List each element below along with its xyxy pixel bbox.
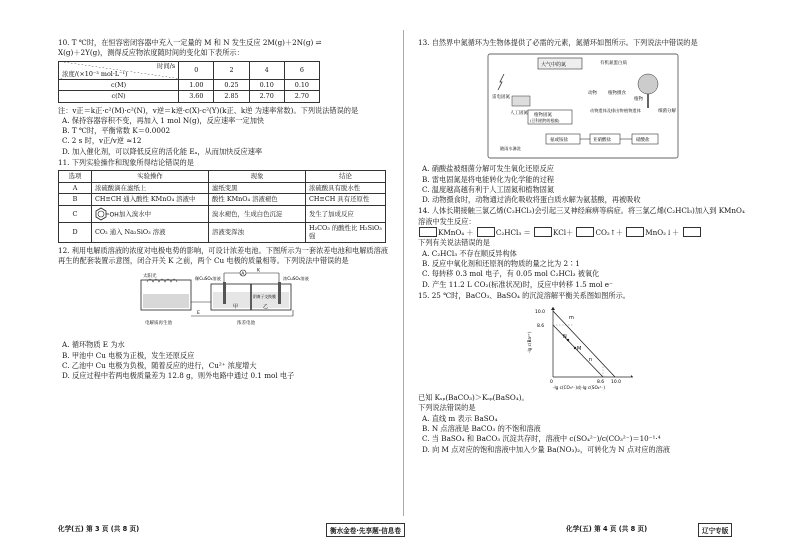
q10-option-c: C. 2 s 时，v正/v逆 ≈12 xyxy=(62,136,142,146)
q12-option-c: C. 乙池中 Cu 电极为负极，随着反应的进行，Cu²⁺ 浓度增大 xyxy=(62,361,257,371)
equation-blank[interactable] xyxy=(477,227,495,237)
animal-waste-label: 动物遗体及排出物 xyxy=(590,108,624,114)
footer-left-page: 化学(五) 第 3 页 (共 8 页) xyxy=(58,525,140,533)
label-m: m xyxy=(569,315,574,322)
q11-header-conclusion: 结论 xyxy=(306,171,386,183)
regeneration-pool-label: 电解质再生池 xyxy=(145,321,172,327)
q11-row-operation xyxy=(92,205,209,222)
label-M: M xyxy=(577,346,582,353)
atmospheric-nitrogen-label: 大气中的氮 xyxy=(541,62,567,69)
membrane-label: 阴离子交换膜 xyxy=(253,294,276,300)
cell-jia-label: 甲 xyxy=(233,304,239,311)
ammonia-label: 氨或铵盐 xyxy=(550,138,568,144)
equation-part: C₂HCl₃ ＝ xyxy=(495,228,531,238)
q10-cell: 1.00 xyxy=(179,79,214,91)
q11-row-conclusion: 发生了加成反应 xyxy=(306,205,386,222)
q11-header-operation: 实验操作 xyxy=(92,171,209,183)
q15-stem: 15. 25 ℃时，BaCO₃、BaSO₄ 的沉淀溶解平衡关系图如图所示。 xyxy=(418,290,630,300)
equation-blank[interactable] xyxy=(534,227,552,237)
equation-blank[interactable] xyxy=(576,227,594,237)
q10-note: 注：v正＝k正·c²(M)·c²(N)，v逆＝k逆·c(X)·c²(Y)(k正、k逆 为速率常数)。下列说法错误的是 xyxy=(58,105,359,115)
column-divider xyxy=(403,30,404,516)
rain-label: 随雨水淋洗 xyxy=(500,146,521,152)
q15-option-c: C. 当 BaSO₄ 和 BaCO₃ 沉淀共存时，溶液中 c(SO₄²⁻)/c(CO₃²⁻)＝10⁻¹·⁴ xyxy=(422,434,661,444)
q13-option-d: D. 动物摄食时，动物通过消化吸收将蛋白质水解为氨基酸，再被吸收 xyxy=(422,195,641,205)
origin-label: 0 xyxy=(550,380,553,386)
q10-option-a: A. 保持容器容积不变，再加入 1 mol N(g)，反应速率一定加快 xyxy=(62,115,265,125)
line-m xyxy=(553,311,615,377)
q15-option-a: A. 直线 m 表示 BaSO₄ xyxy=(422,413,498,423)
lightning-icon xyxy=(498,74,504,90)
equation-part: MnO₂↓＋ xyxy=(645,228,680,238)
x-tick-8-6: 8.6 xyxy=(597,380,605,386)
q11-row-phenomenon: 溶液变浑浊 xyxy=(209,222,306,242)
q11-row-option: A xyxy=(59,182,92,194)
equation-part: KMnO₄ ＋ xyxy=(438,228,474,238)
protein-label: 有机氮蛋白质 xyxy=(600,61,627,67)
question-15 xyxy=(418,291,748,455)
question-11 xyxy=(58,158,388,243)
table-row xyxy=(59,91,320,103)
q11-header-phenomenon: 现象 xyxy=(209,171,306,183)
concentrated-solution-label: 浓CuSO₄溶液 xyxy=(283,276,309,282)
q10-time-6: 6 xyxy=(284,61,319,79)
table-row xyxy=(59,182,386,194)
q10-table-corner xyxy=(59,61,179,79)
nitrate-label: 硝酸盐 xyxy=(636,138,650,144)
q14-option-d: D. 产生 11.2 L CO₂(标准状况)时，反应中转移 1.5 mol e⁻ xyxy=(422,279,613,289)
y-tick-10: 10.0 xyxy=(535,310,546,316)
q14-stem: 14. 人体长期接触三氯乙烯(C₂HCl₃)会引起三叉神经麻痹等病症。将三氯乙烯(C₂HCl₃)加入到 KMnO₄ 溶液中发生反应： xyxy=(418,206,745,226)
q10-conc-header: 浓度/(×10⁻³ mol·L⁻¹) xyxy=(62,70,128,79)
q12-option-d: D. 反应过程中若两电极质量差为 12.8 g，则外电路中通过 0.1 mol 电子 xyxy=(62,371,295,381)
nitrite-label: 亚硝酸盐 xyxy=(593,138,611,144)
q11-row-conclusion: 浓硫酸具有脱水性 xyxy=(306,182,386,194)
x-axis-label: -lg c(CO₃²⁻)或-lg c(SO₄²⁻) xyxy=(553,385,605,391)
nitrogen-cycle-diagram xyxy=(468,50,698,162)
q11-row-operation-text: 加入溴水中 xyxy=(119,209,151,218)
q13-stem: 13. 自然界中氮循环为生物体提供了必需的元素，氮循环如图所示。下列说法中错误的是 xyxy=(418,38,698,47)
q11-row-operation: CH≡CH 通入酸性 KMnO₄ 溶液中 xyxy=(92,194,209,206)
q11-stem: 11. 下列实验操作和现象所得结论错误的是 xyxy=(58,158,194,168)
q13-option-a: A. 硝酸盐被细菌分解可发生氧化还原反应 xyxy=(422,164,554,174)
q12-option-a: A. 循环物质 E 为水 xyxy=(62,340,125,350)
plant-label: 植物 xyxy=(634,97,643,103)
q11-header-option: 选项 xyxy=(59,171,92,183)
q11-row-conclusion: H₂CO₃ 的酸性比 H₂SiO₃ 强 xyxy=(306,222,386,242)
question-13 xyxy=(418,38,748,205)
plant-remains-label: 植物遗体 xyxy=(624,108,641,114)
footer-edition-badge: 辽宁专版 xyxy=(698,523,732,537)
y-axis-label: -lg c(Ba²⁺) xyxy=(527,331,532,354)
dilute-solution-label: 稀CuSO₄溶液 xyxy=(195,276,221,282)
question-10 xyxy=(58,38,388,157)
q14-note: 下列有关说法错误的是 xyxy=(418,238,490,248)
table-row xyxy=(59,194,386,206)
question-14 xyxy=(418,206,748,289)
q11-row-operation: CO₂ 通入 Na₂SiO₃ 溶液 xyxy=(92,222,209,242)
q10-cell: 0.25 xyxy=(214,79,249,91)
q11-row-phenomenon: 滤纸变黑 xyxy=(209,182,306,194)
decomposer-label: 细菌分解 xyxy=(658,109,676,115)
right-column xyxy=(418,38,748,456)
q14-equation xyxy=(418,227,748,238)
q10-cell: 2.85 xyxy=(214,91,249,103)
q10-cell: 2.70 xyxy=(284,91,319,103)
q14-option-c: C. 每转移 0.3 mol 电子，有 0.05 mol C₂HCl₃ 被氧化 xyxy=(422,269,600,279)
q11-row-option: B xyxy=(59,194,92,206)
q10-row-label: c(M) xyxy=(59,79,179,91)
equation-blank[interactable] xyxy=(683,227,701,237)
q10-cell: 3.60 xyxy=(179,91,214,103)
q15-option-d: D. 向 M 点对应的饱和溶液中加入少量 Ba(NO₃)₂，可转化为 N 点对应的溶液 xyxy=(422,444,670,454)
q10-time-header: 时间/s xyxy=(157,61,176,70)
q12-option-b: B. 甲池中 Cu 电极为正极，发生还原反应 xyxy=(62,350,195,360)
switch-label: K xyxy=(257,268,260,274)
q10-cell: 0.10 xyxy=(249,79,284,91)
svg-text:OH: OH xyxy=(109,211,119,219)
q10-time-0: 0 xyxy=(179,61,214,79)
q10-stem-line1: 10. T ℃时，在恒容密闭容器中充入一定量的 M 和 N 发生反应 2M(g)＋2N(g) ⇌ xyxy=(58,38,322,47)
q11-row-option: D xyxy=(59,222,92,242)
q10-time-4: 4 xyxy=(249,61,284,79)
cell-yi-label: 乙 xyxy=(263,304,269,311)
sunlight-label: 太阳光 xyxy=(143,274,157,280)
phenol-structure-icon xyxy=(95,207,117,221)
q15-note: 下列说法错误的是 xyxy=(418,403,476,413)
heat-wave-icon xyxy=(147,279,177,282)
bio-fixation-label: 植物固氮 xyxy=(534,113,552,119)
q10-cell: 0.10 xyxy=(284,79,319,91)
q11-row-conclusion: CH≡CH 具有还原性 xyxy=(306,194,386,206)
q11-row-operation: 浓硫酸滴在滤纸上 xyxy=(92,182,209,194)
q14-option-a: A. C₂HCl₃ 不存在顺反异构体 xyxy=(422,248,517,258)
q10-stem-line2: X(g)＋2Y(g)，测得反应物浓度随时间的变化如下表所示： xyxy=(58,48,244,58)
q11-table xyxy=(58,170,386,243)
solubility-equilibrium-graph xyxy=(523,303,643,391)
q12-stem: 12. 利用电解质溶液的浓度对电极电势的影响，可设计浓差电池。下图所示为一套浓差电池和电解质溶液再生的配套装置示意图，闭合开关 K 之前，两个 Cu 电极的质量相等。下列说法中错误的是 xyxy=(58,245,388,266)
equation-part: CO₂↑＋ xyxy=(595,228,623,238)
footer-right-page: 化学(五) 第 4 页 (共 8 页) xyxy=(566,525,648,533)
equation-part: KCl＋ xyxy=(553,228,574,238)
q10-option-d: D. 加入催化剂，可以降低反应的活化能 Eₐ，从而加快反应速率 xyxy=(62,146,263,156)
table-row xyxy=(59,222,386,242)
label-N: N xyxy=(563,334,567,341)
industrial-fixation-label: 人工固氮 xyxy=(510,111,528,117)
q13-option-c: C. 温度越高越有利于人工固氮和植物固氮 xyxy=(422,184,555,194)
x-tick-10: 10.0 xyxy=(611,380,622,386)
q15-option-b: B. N 点溶液是 BaCO₃ 的不饱和溶液 xyxy=(422,424,541,434)
footer-center-series: 衡水金卷·先享题·信息卷 xyxy=(326,523,405,537)
equation-blank[interactable] xyxy=(626,227,644,237)
animal-label: 动物 xyxy=(588,91,597,97)
factory-icon xyxy=(512,96,530,106)
y-tick-8-6: 8.6 xyxy=(537,324,545,330)
q11-row-phenomenon: 溴水褪色，生成白色沉淀 xyxy=(209,205,306,222)
table-row xyxy=(59,205,386,222)
lightning-fixation-label: 雷电固氮 xyxy=(492,95,510,101)
tree-icon xyxy=(638,74,658,94)
equation-blank[interactable] xyxy=(419,227,437,237)
q10-row-label: c(N) xyxy=(59,91,179,103)
label-n: n xyxy=(589,357,593,364)
q10-table xyxy=(58,61,320,103)
q10-option-b: B. T ℃时，平衡常数 K＝0.0002 xyxy=(62,126,171,136)
concentration-cell-diagram xyxy=(133,268,313,338)
q10-cell: 2.70 xyxy=(249,91,284,103)
q15-known: 已知 Kₛₚ(BaCO₃)＞Kₛₚ(BaSO₄)。 xyxy=(418,393,529,403)
plant-intake-label: 植物摄食 xyxy=(608,91,626,97)
q13-option-b: B. 雷电固氮是将电能转化为化学能的过程 xyxy=(422,174,555,184)
table-row xyxy=(59,79,320,91)
ammeter-label: A xyxy=(241,272,245,278)
circulating-e-label: E xyxy=(197,311,200,317)
q11-row-option: C xyxy=(59,205,92,222)
q10-time-2: 2 xyxy=(214,61,249,79)
left-column xyxy=(58,38,388,383)
q14-option-b: B. 反应中氧化剂和还原剂的物质的量之比为 2∶1 xyxy=(422,258,580,268)
q11-row-phenomenon: 酸性 KMnO₄ 溶液褪色 xyxy=(209,194,306,206)
bio-fixation-sub-label: (豆科植物的根瘤) xyxy=(530,118,560,124)
battery-label: 浓差电池 xyxy=(237,321,255,327)
question-12 xyxy=(58,246,388,382)
